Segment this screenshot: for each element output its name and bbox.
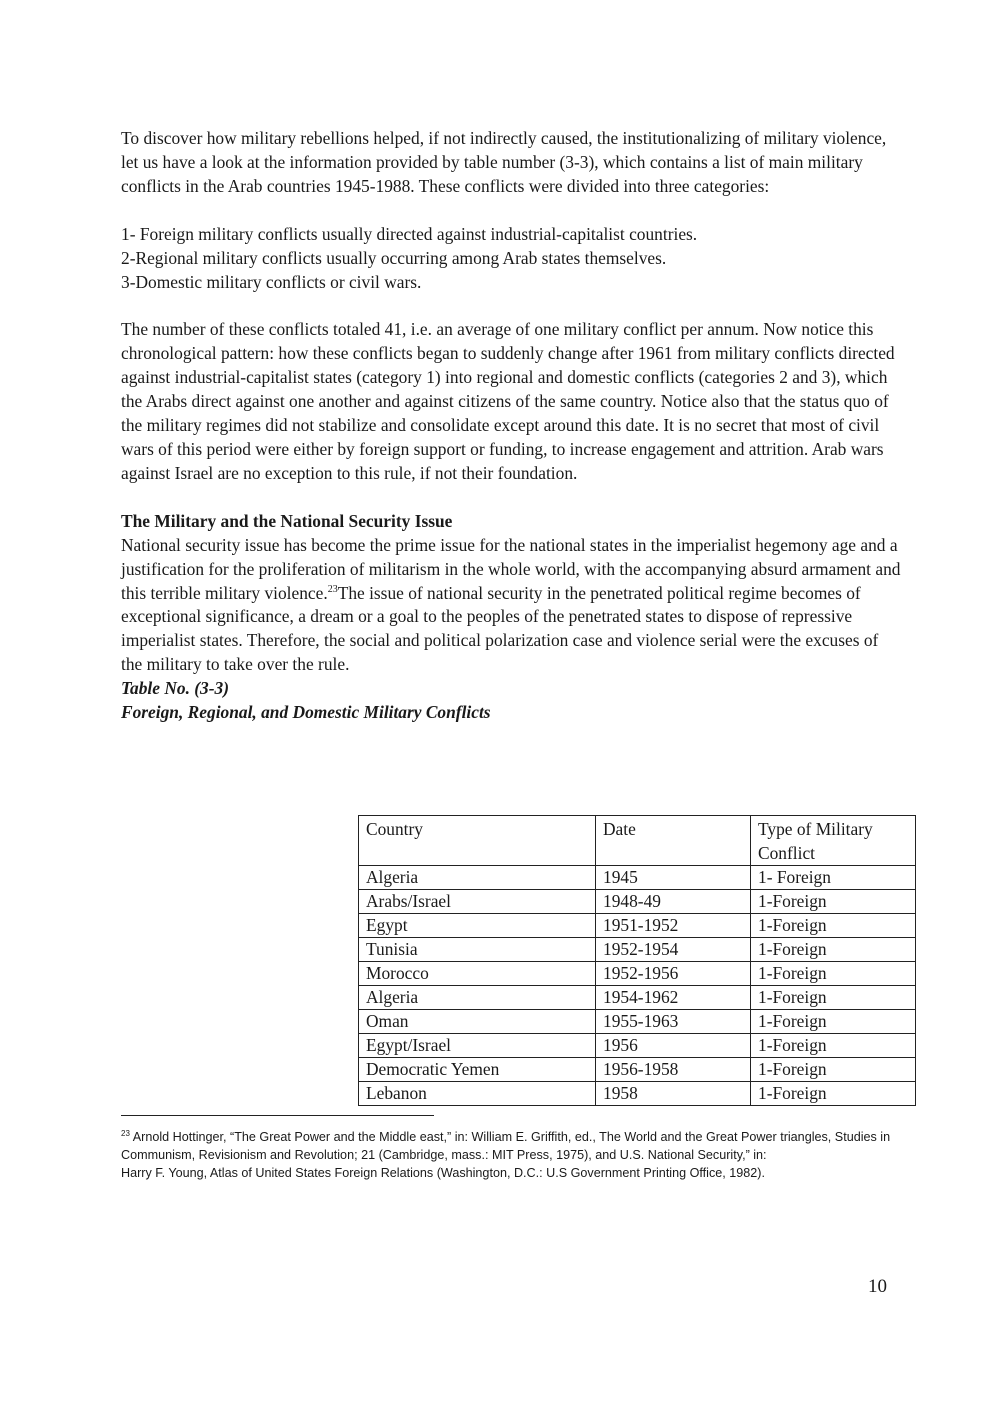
footnote-citation-2: Harry F. Young, Atlas of United States Foreign Relations (Washington, D.C.: U.S Government Printing Office, 1982). xyxy=(121,1166,765,1180)
header-type: Type of Military Conflict xyxy=(751,816,916,866)
table-label: Table No. (3-3) xyxy=(121,678,230,699)
cell-type: 1-Foreign xyxy=(751,938,916,962)
category-item-2: 2-Regional military conflicts usually occurring among Arab states themselves. xyxy=(121,247,667,268)
footnote-text-1: Arnold Hottinger, “The Great Power and the Middle east,” in: William E. Griffith, ed., The World and the Great Power triangles, Studies in Communism, Revisionism and Revolution; 21 (Cambridge, mass.: MIT Press, 1975), and U.S. National Security,” in: xyxy=(121,1130,891,1162)
category-item-3: 3-Domestic military conflicts or civil wars. xyxy=(121,271,422,292)
table-title: Foreign, Regional, and Domestic Military Conflicts xyxy=(121,702,491,723)
cell-date: 1958 xyxy=(596,1082,751,1106)
table-row xyxy=(359,938,916,962)
cell-type: 1-Foreign xyxy=(751,1010,916,1034)
cell-country: Morocco xyxy=(359,962,596,986)
cell-country: Egypt xyxy=(359,914,596,938)
paragraph-chronology: The number of these conflicts totaled 41, i.e. an average of one military conflict per annum. Now notice this chronological pattern: how these conflicts began to suddenly change after 1961 from military conflicts directed against industrial-capitalist states (category 1) into regional and domestic conflicts (categories 2 and 3), which the Arabs direct against one another and against citizens of the same country. Notice also that the status quo of the military regimes did not stabilize and consolidate except around this date. It is no secret that most of civil wars of this period were either by foreign support or funding, to increase engagement and attrition. Arab wars against Israel are no exception to this rule, if not their foundation. xyxy=(121,319,895,483)
cell-type: 1- Foreign xyxy=(751,866,916,890)
footnote-number: 23 xyxy=(121,1128,130,1138)
footnote-citation-1 xyxy=(121,1128,901,1164)
cell-date: 1948-49 xyxy=(596,890,751,914)
table-row xyxy=(359,1034,916,1058)
table-header-row xyxy=(359,816,916,866)
cell-type: 1-Foreign xyxy=(751,1058,916,1082)
footnote-divider xyxy=(121,1115,434,1116)
cell-date: 1956 xyxy=(596,1034,751,1058)
footnote xyxy=(121,1128,901,1182)
cell-country: Egypt/Israel xyxy=(359,1034,596,1058)
paragraph-intro: To discover how military rebellions helped, if not indirectly caused, the institutionalizing of military violence, let us have a look at the information provided by table number (3-3), which contains a list of main military conflicts in the Arab countries 1945-1988. These conflicts were divided into three categories: xyxy=(121,128,887,196)
page-number: 10 xyxy=(868,1276,887,1297)
cell-country: Arabs/Israel xyxy=(359,890,596,914)
cell-type: 1-Foreign xyxy=(751,986,916,1010)
cell-date: 1954-1962 xyxy=(596,986,751,1010)
cell-date: 1956-1958 xyxy=(596,1058,751,1082)
cell-country: Algeria xyxy=(359,866,596,890)
cell-date: 1955-1963 xyxy=(596,1010,751,1034)
paragraph-part-b: The issue of national security in the penetrated political regime becomes of exceptional significance, a dream or a goal to the peoples of the penetrated states to dispose of repressive imperialist states. Therefore, the social and political polarization case and violence serial were the excuses of the military to take over the rule. xyxy=(121,582,879,675)
cell-type: 1-Foreign xyxy=(751,962,916,986)
page-body xyxy=(121,127,901,725)
cell-country: Algeria xyxy=(359,986,596,1010)
cell-date: 1952-1954 xyxy=(596,938,751,962)
footnote-reference[interactable]: 23 xyxy=(327,583,338,595)
section-heading: The Military and the National Security Issue xyxy=(121,510,453,531)
table-row xyxy=(359,914,916,938)
table-row xyxy=(359,890,916,914)
table-row xyxy=(359,986,916,1010)
table-row xyxy=(359,962,916,986)
cell-type: 1-Foreign xyxy=(751,1034,916,1058)
cell-type: 1-Foreign xyxy=(751,890,916,914)
cell-country: Oman xyxy=(359,1010,596,1034)
cell-country: Tunisia xyxy=(359,938,596,962)
cell-country: Lebanon xyxy=(359,1082,596,1106)
table-row xyxy=(359,1058,916,1082)
cell-country: Democratic Yemen xyxy=(359,1058,596,1082)
paragraph-national-security xyxy=(121,534,901,677)
header-country: Country xyxy=(359,816,596,866)
conflicts-table xyxy=(358,815,916,1106)
table-row xyxy=(359,866,916,890)
cell-type: 1-Foreign xyxy=(751,914,916,938)
cell-date: 1952-1956 xyxy=(596,962,751,986)
table-row xyxy=(359,1010,916,1034)
cell-type: 1-Foreign xyxy=(751,1082,916,1106)
paragraph-part-a: National security issue has become the prime issue for the national states in the imperialist hegemony age and a justification for the proliferation of militarism in the whole world, with the accompanying absurd armament and this terrible military violence. xyxy=(121,534,901,603)
cell-date: 1951-1952 xyxy=(596,914,751,938)
table-row xyxy=(359,1082,916,1106)
cell-date: 1945 xyxy=(596,866,751,890)
header-date: Date xyxy=(596,816,751,866)
category-item-1: 1- Foreign military conflicts usually directed against industrial-capitalist countries. xyxy=(121,223,698,244)
